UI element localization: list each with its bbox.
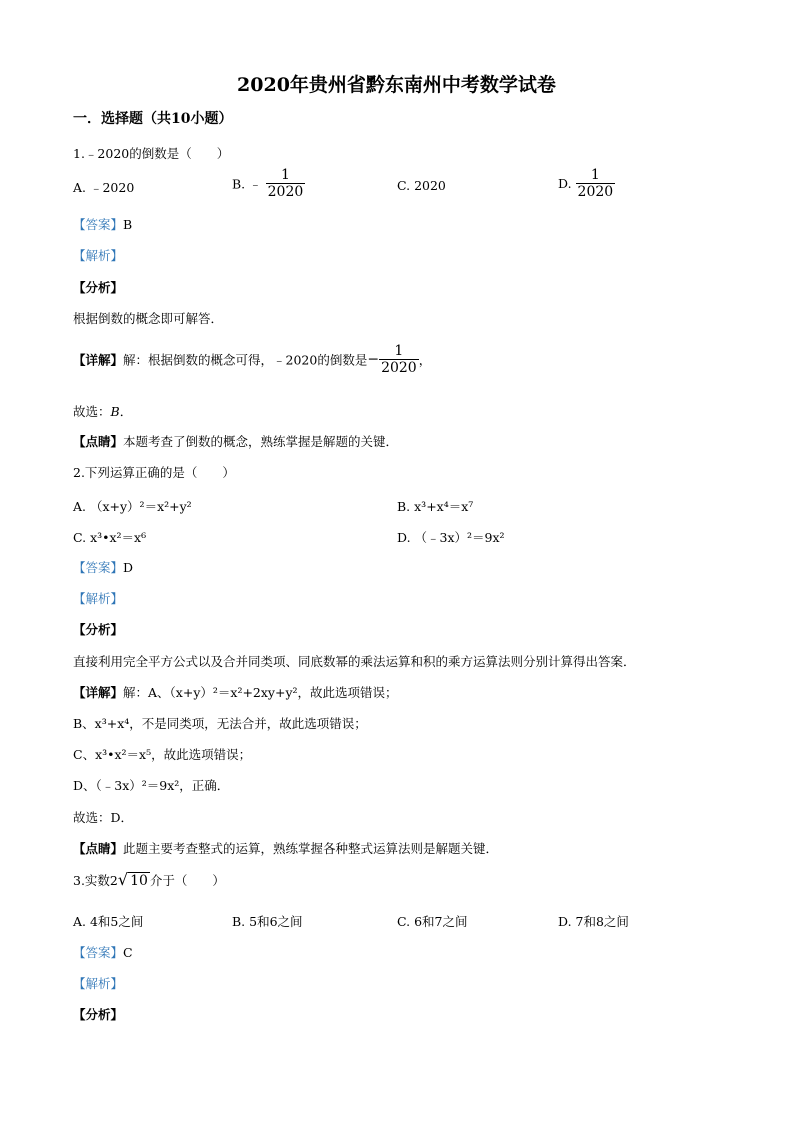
- q2-answer: [73, 558, 133, 576]
- q2-option-a: A. （x+y）²＝x²+y²: [73, 499, 192, 514]
- q2-detail-a: [73, 683, 398, 701]
- q3-stem-suffix: 介于（ ）: [149, 873, 225, 888]
- q1-answer-value: B: [123, 217, 133, 232]
- q2-comment: [73, 839, 498, 857]
- q3-answer-tag: 【答案】: [73, 945, 124, 960]
- q1-answer-tag: 【答案】: [73, 217, 124, 232]
- q1-choose: [73, 402, 132, 420]
- q1-detail-numerator: 1: [394, 343, 404, 359]
- q2-option-b: B. x³+x⁴＝x⁷: [397, 499, 474, 514]
- q1-option-b: [232, 167, 305, 200]
- q2-option-d: D. （﹣3x）²＝9x²: [397, 530, 505, 545]
- q2-jiexi-tag: 【解析】: [73, 591, 124, 606]
- q1-option-d: [558, 167, 615, 200]
- q1-option-d-prefix: D.: [558, 176, 572, 192]
- q1-option-d-fraction: [576, 167, 616, 200]
- q3-option-b: B. 5和6之间: [232, 914, 303, 929]
- section-heading: 一．选择题（共10小题）: [73, 111, 233, 127]
- q2-detail-d: D、（﹣3x）²＝9x²，正确．: [73, 778, 230, 793]
- q3-option-c: C. 6和7之间: [397, 914, 468, 929]
- q2-choose: 故选：D．: [73, 810, 134, 825]
- q3-option-a: A. 4和5之间: [73, 914, 144, 929]
- q1-option-d-numerator: 1: [590, 167, 600, 183]
- q1-comment-text: 本题考查了倒数的概念，熟练掌握是解题的关键．: [123, 434, 399, 449]
- q1-analysis: 根据倒数的概念即可解答．: [73, 311, 224, 326]
- q1-option-b-denominator: 2020: [267, 184, 304, 201]
- q3-answer: [73, 943, 133, 961]
- q2-comment-text: 此题主要考查整式的运算，熟练掌握各种整式运算法则是解题关键．: [123, 841, 499, 856]
- page-title: 2020年贵州省黔东南州中考数学试卷: [237, 74, 556, 96]
- q1-detail-fraction: [379, 343, 419, 376]
- q1-detail-tag: 【详解】: [73, 352, 124, 368]
- q1-option-c: C. 2020: [397, 178, 446, 193]
- q1-jiexi-tag: 【解析】: [73, 248, 124, 263]
- q1-option-b-numerator: 1: [280, 167, 290, 183]
- q2-detail-tag: 【详解】: [73, 685, 124, 700]
- q2-comment-tag: 【点睛】: [73, 841, 124, 856]
- q3-option-d: D. 7和8之间: [558, 914, 629, 929]
- q1-answer: [73, 215, 132, 233]
- q2-detail-c: C、x³•x²＝x⁵，故此选项错误；: [73, 747, 252, 762]
- q2-fenxi-tag: 【分析】: [73, 622, 124, 637]
- q2-answer-tag: 【答案】: [73, 560, 124, 575]
- q1-option-a: A. ﹣2020: [73, 180, 135, 195]
- q2-answer-value: D: [123, 560, 134, 575]
- q1-detail-sign: −: [367, 351, 380, 368]
- q1-detail-denominator: 2020: [381, 360, 417, 377]
- q3-jiexi-tag: 【解析】: [73, 976, 124, 991]
- q3-fenxi-tag: 【分析】: [73, 1007, 124, 1022]
- q2-detail-a-text: 解：A、（x+y）²＝x²+2xy+y²，故此选项错误；: [123, 685, 398, 700]
- q2-option-c: C. x³•x²＝x⁶: [73, 530, 147, 545]
- q3-stem: [73, 870, 225, 889]
- q1-choose-end: ．: [119, 404, 133, 419]
- q3-answer-value: C: [123, 945, 133, 960]
- sqrt-icon: √: [117, 870, 129, 889]
- q2-stem: 2.下列运算正确的是（ ）: [73, 465, 235, 480]
- q2-analysis: 直接利用完全平方公式以及合并同类项、同底数幂的乘法运算和积的乘方运算法则分别计算得出答案．: [73, 654, 636, 669]
- q1-option-b-prefix: B. ﹣: [232, 176, 262, 192]
- q1-stem: 1.﹣2020的倒数是（ ）: [73, 146, 230, 161]
- q1-choose-value: B: [110, 404, 120, 419]
- q3-radicand: 10: [130, 873, 148, 889]
- q2-detail-b: B、x³+x⁴，不是同类项，无法合并，故此选项错误；: [73, 716, 367, 731]
- q1-detail: [73, 343, 431, 376]
- q1-comment-tag: 【点睛】: [73, 434, 124, 449]
- q1-detail-text: 解：根据倒数的概念可得，﹣2020的倒数是: [123, 352, 368, 368]
- q3-sqrt: [118, 870, 150, 889]
- q3-stem-prefix: 3.实数2: [73, 873, 118, 888]
- q1-detail-end: ，: [418, 352, 432, 368]
- q1-choose-prefix: 故选：: [73, 404, 111, 419]
- q1-option-d-denominator: 2020: [577, 184, 614, 201]
- q1-option-b-fraction: [266, 167, 306, 200]
- q1-comment: [73, 432, 398, 450]
- q1-fenxi-tag: 【分析】: [73, 280, 124, 295]
